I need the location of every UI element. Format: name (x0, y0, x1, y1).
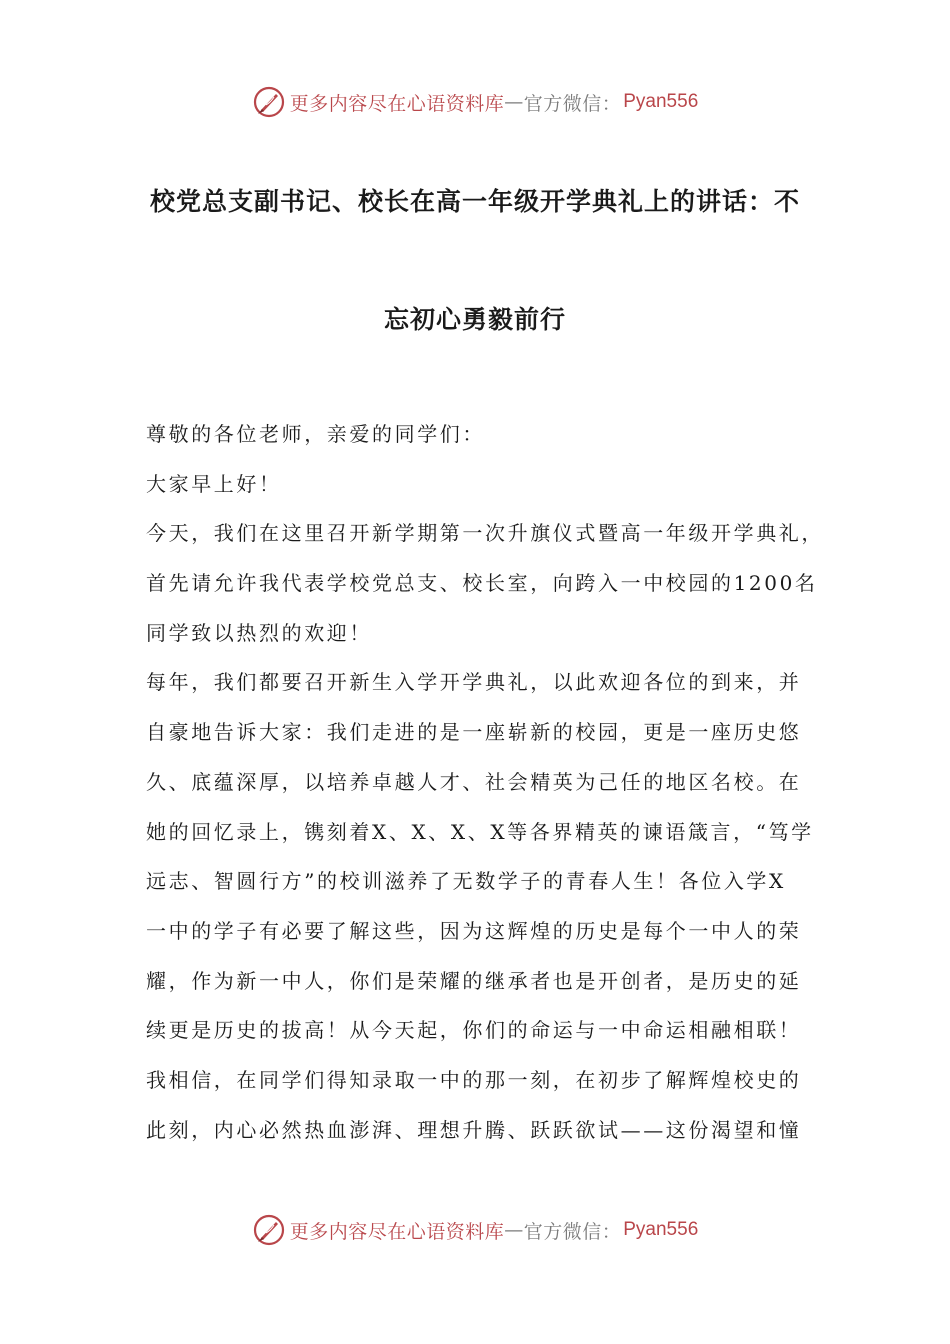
quill-logo-icon (252, 1213, 286, 1247)
body-line: 尊敬的各位老师，亲爱的同学们： (146, 422, 485, 446)
body-line: 此刻，内心必然热血澎湃、理想升腾、跃跃欲试——这份渴望和憧 (146, 1117, 802, 1142)
document-title-line-1: 校党总支副书记、校长在高一年级开学典礼上的讲话：不 (149, 187, 800, 216)
document-title-line-2: 忘初心勇毅前行 (383, 305, 566, 334)
body-line: 续更是历史的拔高！从今天起，你们的命运与一中命运相融相联！ (146, 1018, 802, 1043)
banner-brand-text: 更多内容尽在心语资料库 (289, 92, 505, 115)
body-line: 远志、智圆行方”的校训滋养了无数学子的青春人生！各位入学X (146, 869, 786, 894)
body-line: 每年，我们都要召开新生入学开学典礼，以此欢迎各位的到来，并 (146, 670, 802, 695)
banner-separator: — (504, 91, 524, 113)
body-line: 耀，作为新一中人，你们是荣耀的继承者也是开创者，是历史的延 (146, 968, 802, 993)
speech-body (146, 410, 824, 1155)
banner-brand-text: 更多内容尽在心语资料库 (289, 1220, 505, 1243)
banner-wechat-id: Pyan556 (623, 91, 699, 112)
header-watermark-banner (0, 82, 950, 122)
banner-wechat-id: Pyan556 (623, 1219, 699, 1240)
body-line: 同学致以热烈的欢迎！ (146, 620, 372, 645)
body-line: 一中的学子有必要了解这些，因为这辉煌的历史是每个一中人的荣 (146, 918, 802, 943)
body-line: 今天，我们在这里召开新学期第一次升旗仪式暨高一年级开学典礼， (146, 521, 824, 546)
body-line: 首先请允许我代表学校党总支、校长室，向跨入一中校园的1200名 (146, 571, 818, 596)
footer-watermark-banner (0, 1210, 950, 1250)
banner-contact-label: 官方微信： (523, 1220, 622, 1243)
banner-contact-label: 官方微信： (523, 92, 622, 115)
quill-logo-icon (252, 85, 286, 119)
body-line: 我相信，在同学们得知录取一中的那一刻，在初步了解辉煌校史的 (146, 1067, 802, 1092)
banner-separator: — (504, 1219, 524, 1241)
body-line: 久、底蕴深厚，以培养卓越人才、社会精英为己任的地区名校。在 (146, 769, 802, 794)
body-line: 自豪地告诉大家：我们走进的是一座崭新的校园，更是一座历史悠 (146, 720, 802, 745)
body-line: 大家早上好！ (146, 471, 282, 496)
body-line: 她的回忆录上，镌刻着X、X、X、X等各界精英的谏语箴言，“笃学 (146, 819, 814, 844)
